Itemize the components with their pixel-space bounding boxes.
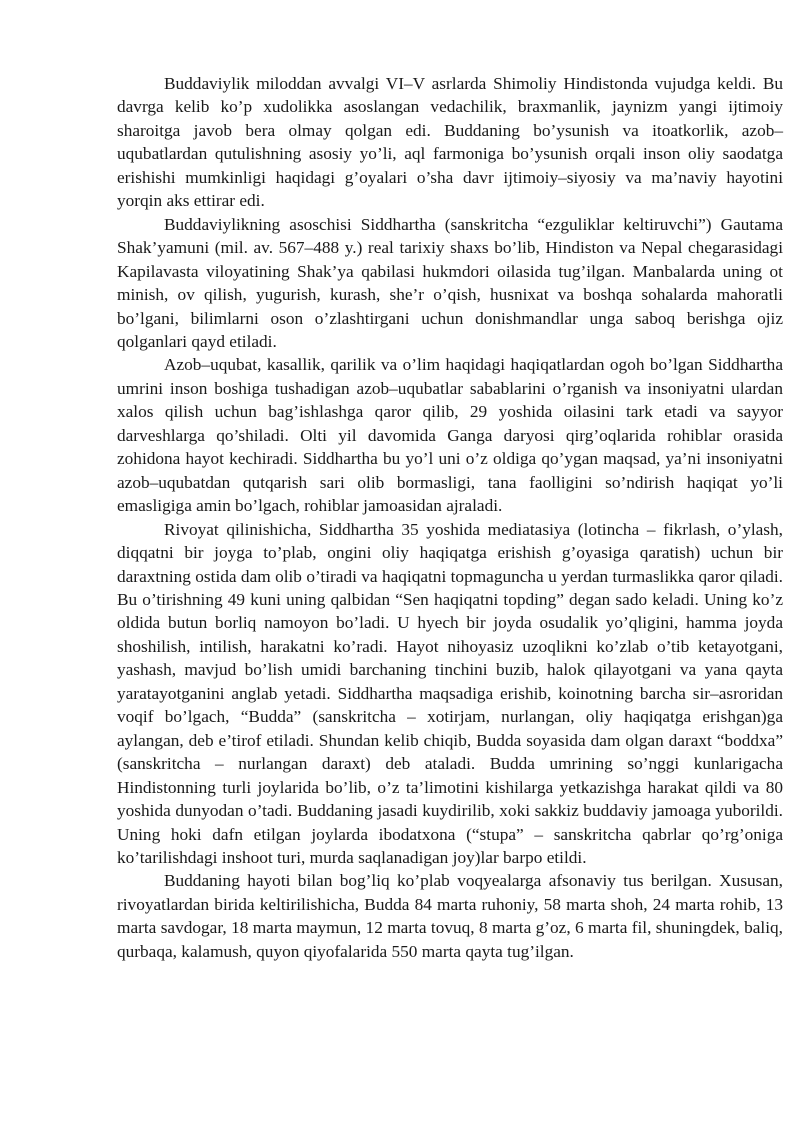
paragraph-legends: Buddaning hayoti bilan bog’liq ko’plab voqyealarga afsonaviy tus berilgan. Xususan, rivoyatlardan birida keltirilishicha, Budda 84 marta ruhoniy, 58 marta shoh, 24 marta rohib, 13 marta savdogar, 18 marta maymun, 12 marta tovuq, 8 marta g’oz, 6 marta fil, shuningdek, baliq, qurbaqa, kalamush, quyon qiyofalarida 550 marta qayta tug’ilgan. [117,871,783,961]
document-page [117,72,783,963]
paragraph-origins: Buddaviylik miloddan avvalgi VI–V asrlarda Shimoliy Hindistonda vujudga keldi. Bu davrga kelib ko’p xudolikka asoslangan vedachilik, braxmanlik, jaynizm yangi ijtimoiy sharoitga javob bera olmay qolgan edi. Buddaning bo’ysunish va itoatkorlik, azob–uqubatlardan qutulishning asosiy yo’li, aql farmoniga bo’ysunish orqali inson oliy saodatga erishishi mumkinligi haqidagi g’oyalari o’sha davr ijtimoiy–siyosiy va ma’naviy hayotini yorqin aks ettirar edi. [117,74,783,211]
paragraph-founder: Buddaviylikning asoschisi Siddhartha (sanskritcha “ezguliklar keltiruvchi”) Gautama Shak’yamuni (mil. av. 567–488 y.) real tarixiy shaxs bo’lib, Hindiston va Nepal chegarasidagi Kapilavasta viloyatining Shak’ya qabilasi hukmdori oilasida tug’ilgan. Manbalarda uning ot minish, ov qilish, yugurish, kurash, she’r o’qish, husnixat va boshqa sohalarda mahoratli bo’lgani, bilimlarni oson o’zlashtirgani uchun donishmandlar unga saboq berishga ojiz qolganlari qayd etiladi. [117,214,783,351]
paragraph-renunciation: Azob–uqubat, kasallik, qarilik va o’lim haqidagi haqiqatlardan ogoh bo’lgan Siddhartha umrini inson boshiga tushadigan azob–uqubatlar sabablarini o’rganish va insoniyatni ulardan xalos qilish uchun bag’ishlashga qaror qilib, 29 yoshida oilasini tark etadi va sayyor darveshlarga qo’shiladi. Olti yil davomida Ganga daryosi qirg’oqlarida rohiblar orasida zohidona hayot kechiradi. Siddhartha bu yo’l uni o’z oldiga qo’ygan maqsad, ya’ni insoniyatni azob–uqubatdan qutqarish sari olib bormasligi, tana faolligini so’ndirish haqiqat yo’li emasligiga amin bo’lgach, rohiblar jamoasidan ajraladi. [117,355,783,516]
paragraph-enlightenment: Rivoyat qilinishicha, Siddhartha 35 yoshida mediatasiya (lotincha – fikrlash, o’ylash, diqqatni bir joyga to’plab, ongini oliy haqiqatga erishish g’oyasiga qaratish) uchun bir daraxtning ostida dam olib o’tiradi va haqiqatni topmaguncha u yerdan turmaslikka qaror qiladi. Bu o’tirishning 49 kuni uning qalbidan “Sen haqiqatni topding” degan sado keladi. Uning ko’z oldida butun borliq namoyon bo’ladi. U hyech bir joyda osudalik yo’qligini, hamma joyda shoshilish, intilish, harakatni ko’radi. Hayot nihoyasiz uzoqlikni ko’zlab o’tib ketayotgani, yashash, mavjud bo’lish umidi barchaning tinchini buzib, halok qilayotgani va yana qayta yaratayotganini anglab yetadi. Siddhartha maqsadiga erishib, koinotning barcha sir–asroridan voqif bo’lgach, “Budda” (sanskritcha – xotirjam, nurlangan, oliy haqiqatga erishgan)ga aylangan, deb e’tirof etiladi. Shundan kelib chiqib, Budda soyasida dam olgan daraxt “boddxa” (sanskritcha – nurlangan daraxt) deb ataladi. Budda umrining so’nggi kunlarigacha Hindistonning turli joylarida bo’lib, o’z ta’limotini kishilarga yetkazishga harakat qildi va 80 yoshida dunyodan o’tadi. Buddaning jasadi kuydirilib, xoki sakkiz buddaviy jamoaga yuborildi. Uning hoki dafn etilgan joylarda ibodatxona (“stupa” – sanskritcha qabrlar qo’rg’oniga ko’tarilishdagi inshoot turi, murda saqlanadigan joy)lar barpo etildi. [117,519,783,867]
